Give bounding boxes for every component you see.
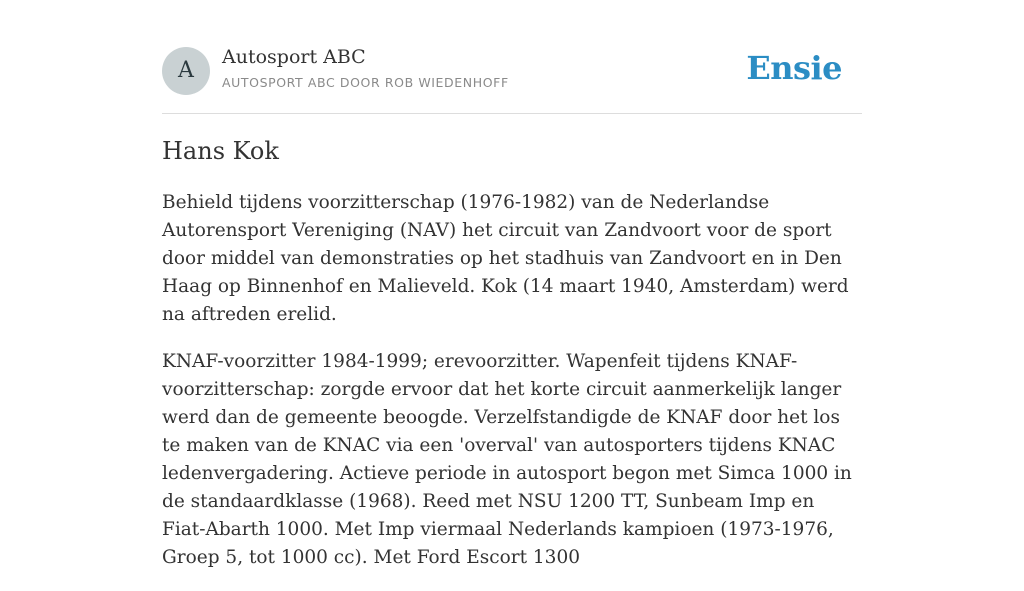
article-paragraph: Behield tijdens voorzitterschap (1976-1982) van de Nederlandse Autorensport Vereniging (NAV) het circuit van Zandvoort voor de sport door middel van demonstraties op het stadhuis van Zandvoort en in Den Haag op Binnenhof en Malieveld. Kok (14 maart 1940, Amsterdam) werd na aftreden erelid.	[162, 192, 849, 325]
source-header	[162, 0, 862, 114]
ensie-logo[interactable]: Ensie	[746, 49, 842, 87]
source-name-link[interactable]: Autosport ABC	[222, 46, 366, 68]
content-column	[162, 0, 862, 568]
article-paragraph: KNAF-voorzitter 1984-1999; erevoorzitter. Wapenfeit tijdens KNAF-voorzitterschap: zorgde ervoor dat het korte circuit aanmerkelijk langer werd dan de gemeente beoogde. Verzelfstandigde de KNAF door het los te maken van de KNAC via een 'overval' van autosporters tijdens KNAC ledenvergadering. Actieve periode in autosport begon met Simca 1000 in de standaardklasse (1968). Reed met NSU 1200 TT, Sunbeam Imp en Fiat-Abarth 1000. Met Imp viermaal Nederlands kampioen (1973-1976, Groep 5, tot 1000 cc). Met Ford Escort 1300	[162, 351, 852, 568]
source-avatar[interactable]: A	[162, 47, 210, 95]
article-title: Hans Kok	[162, 137, 279, 165]
article-body	[162, 189, 862, 591]
source-subtitle: AUTOSPORT ABC DOOR ROB WIEDENHOFF	[222, 75, 509, 90]
